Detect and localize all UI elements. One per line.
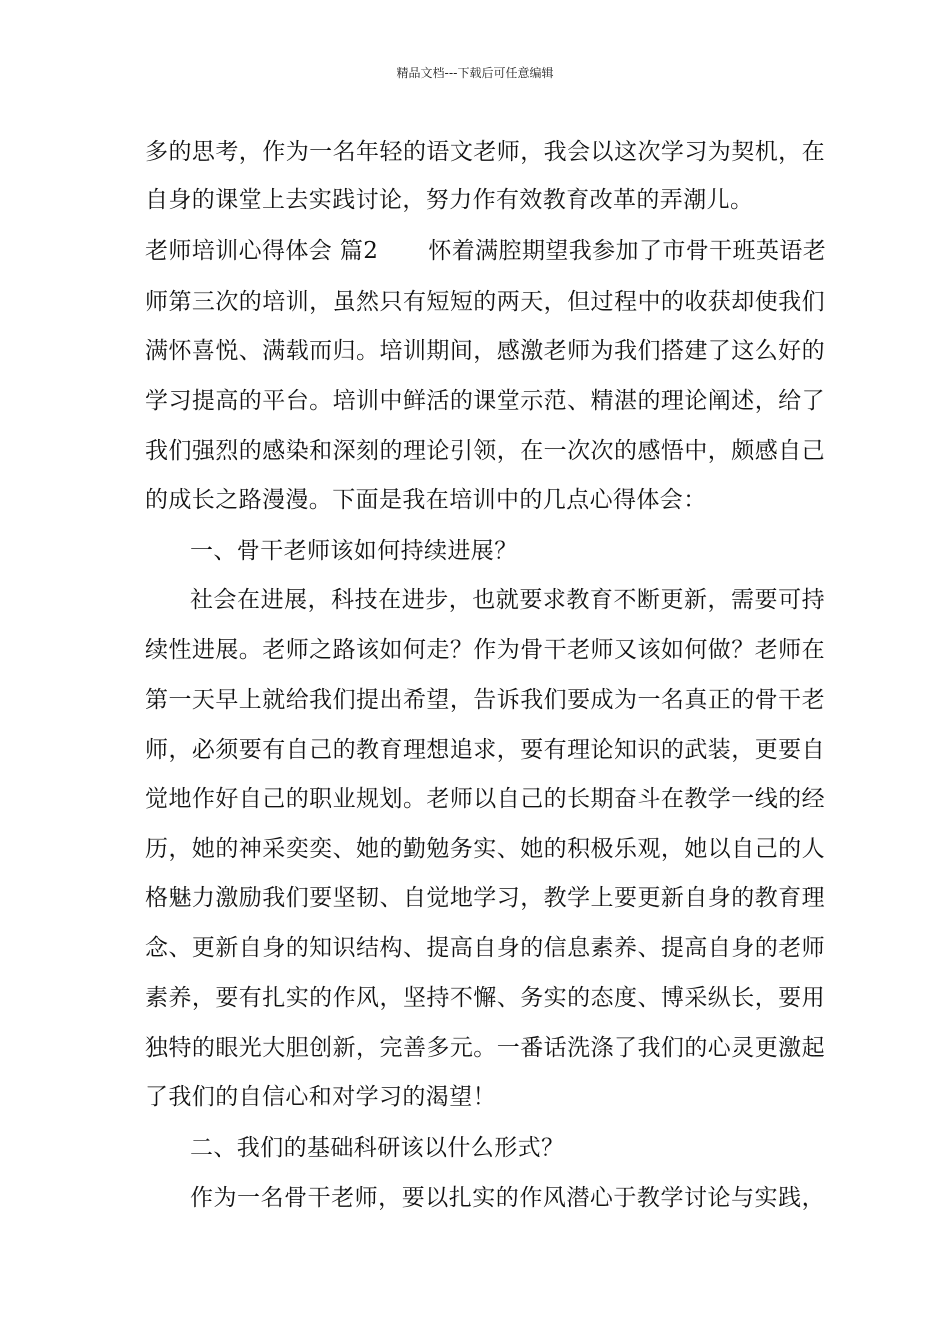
paragraph-line: 了我们的自信心和对学习的渴望！ — [145, 1084, 496, 1110]
paragraph-line: 我们强烈的感染和深刻的理论引领，在一次次的感悟中，颇感自己 — [145, 438, 825, 464]
paragraph-line: 师第三次的培训，虽然只有短短的两天，但过程中的收获却使我们 — [145, 289, 825, 315]
paragraph-line: 素养，要有扎实的作风，坚持不懈、务实的态度、博采纵长，要用 — [145, 985, 825, 1011]
paragraph-line: 的成长之路漫漫。下面是我在培训中的几点心得体会： — [145, 487, 707, 513]
paragraph-line: 作为一名骨干老师，要以扎实的作风潜心于教学讨论与实践， — [190, 1185, 825, 1211]
paragraph-line: 自身的课堂上去实践讨论，努力作有效教育改革的弄潮儿。 — [145, 187, 754, 213]
paragraph-line: 师，必须要有自己的教育理想追求，要有理论知识的武装，更要自 — [145, 737, 825, 763]
paragraph-line: 觉地作好自己的职业规划。老师以自己的长期奋斗在教学一线的经 — [145, 786, 825, 812]
paragraph-line: 历，她的神采奕奕、她的勤勉务实、她的积极乐观，她以自己的人 — [145, 836, 825, 862]
paragraph-line: 第一天早上就给我们提出希望，告诉我们要成为一名真正的骨干老 — [145, 687, 825, 713]
paragraph-line: 独特的眼光大胆创新，完善多元。一番话洗涤了我们的心灵更激起 — [145, 1035, 825, 1061]
paragraph-line: 续性进展。老师之路该如何走？作为骨干老师又该如何做？老师在 — [145, 637, 825, 663]
subheading: 一、骨干老师该如何持续进展？ — [190, 538, 518, 564]
subheading: 二、我们的基础科研该以什么形式？ — [190, 1135, 565, 1161]
paragraph-line: 学习提高的平台。培训中鲜活的课堂示范、精湛的理论阐述，给了 — [145, 388, 825, 414]
paragraph-line: 满怀喜悦、满载而归。培训期间，感激老师为我们搭建了这么好的 — [145, 338, 825, 364]
paragraph-line: 格魅力激励我们要坚韧、自觉地学习，教学上要更新自身的教育理 — [145, 885, 825, 911]
section-title: 老师培训心得体会 篇2 — [145, 238, 379, 264]
paragraph-line: 多的思考，作为一名年轻的语文老师，我会以这次学习为契机，在 — [145, 139, 825, 165]
paragraph-line: 念、更新自身的知识结构、提高自身的信息素养、提高自身的老师 — [145, 935, 825, 961]
paragraph-line: 社会在进展，科技在进步，也就要求教育不断更新，需要可持 — [190, 587, 825, 613]
paragraph-text: 怀着满腔期望我参加了市骨干班英语老 — [428, 238, 827, 264]
section-title-line — [145, 236, 825, 266]
page-header: 精品文档---下载后可任意编辑 — [396, 66, 554, 80]
